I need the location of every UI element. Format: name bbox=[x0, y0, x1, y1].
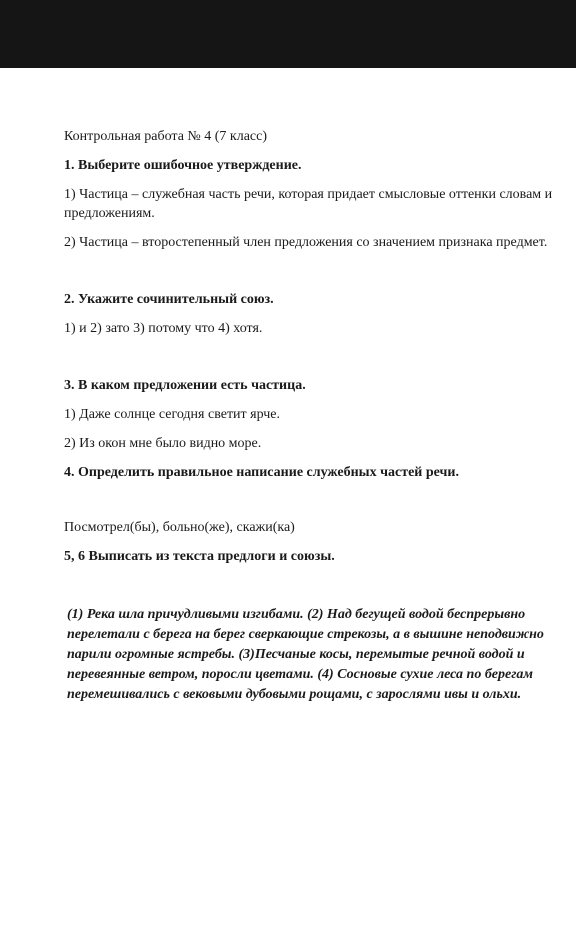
task-2-question: 2. Укажите сочинительный союз. bbox=[64, 292, 274, 307]
document-title: Контрольная работа № 4 (7 класс) bbox=[64, 129, 268, 144]
task-4-words: Посмотрел(бы), больно(же), скажи(ка) bbox=[64, 520, 295, 535]
task-3-option-1: 1) Даже солнце сегодня светит ярче. bbox=[64, 407, 281, 422]
task-5-6-question: 5, 6 Выписать из текста предлоги и союзы. bbox=[64, 549, 335, 564]
top-dark-bar bbox=[0, 0, 576, 68]
task-1-option-2: 2) Частица – второстепенный член предложения со значением признака предмет. bbox=[64, 235, 548, 250]
task-5-6-passage: (1) Река шла причудливыми изгибами. (2) Над бегущей водой беспрерывно перелетали с берега на берег сверкающие стрекозы, а в вышине неподвижно парили огромные ястребы. (3)Песчаные косы, перемытые речной водой и перевеянные ветром, поросли цветами. (4) Сосновые сухие леса по берегам перемешивались с вековыми дубовыми рощами, с зарослями ивы и ольхи. bbox=[67, 607, 544, 702]
task-3-option-2: 2) Из окон мне было видно море. bbox=[64, 436, 262, 451]
task-1-option-1: 1) Частица – служебная часть речи, которая придает смысловые оттенки словам и предложениям. bbox=[64, 187, 553, 221]
document-body bbox=[64, 127, 554, 705]
task-4-question: 4. Определить правильное написание служебных частей речи. bbox=[64, 465, 459, 480]
task-2-options: 1) и 2) зато 3) потому что 4) хотя. bbox=[64, 321, 263, 336]
task-3-question: 3. В каком предложении есть частица. bbox=[64, 378, 306, 393]
task-1-question: 1. Выберите ошибочное утверждение. bbox=[64, 158, 302, 173]
